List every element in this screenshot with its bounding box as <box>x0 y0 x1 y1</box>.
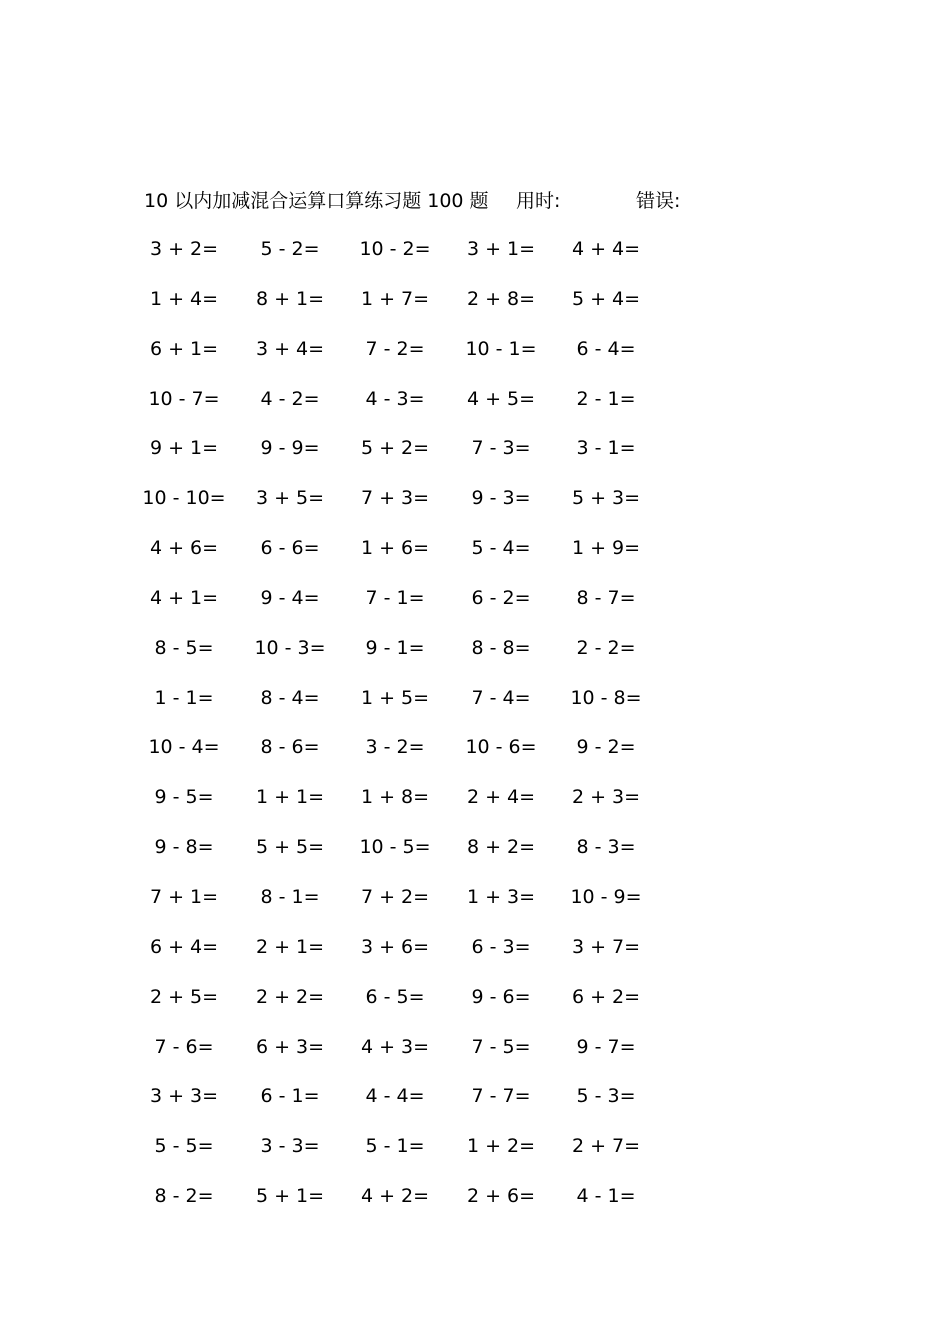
problem-row <box>0 880 950 930</box>
problem-item: 8 - 6= <box>260 736 320 759</box>
problem-item: 7 - 1= <box>365 586 425 609</box>
problem-item: 3 + 4= <box>255 337 325 360</box>
problem-item: 6 - 1= <box>260 1085 320 1108</box>
problem-item: 9 - 7= <box>576 1035 636 1058</box>
problem-item: 7 + 1= <box>149 885 219 908</box>
problem-item: 4 - 2= <box>260 387 320 410</box>
problem-grid <box>0 232 950 1229</box>
problem-item: 8 - 4= <box>260 686 320 709</box>
problem-item: 7 - 7= <box>471 1085 531 1108</box>
problem-item: 10 - 10= <box>142 487 226 510</box>
problem-row <box>0 431 950 481</box>
problem-row <box>0 382 950 432</box>
problem-row <box>0 780 950 830</box>
problem-row <box>0 282 950 332</box>
problem-item: 8 - 7= <box>576 586 636 609</box>
problem-item: 3 + 3= <box>149 1085 219 1108</box>
problem-item: 4 + 4= <box>571 238 641 260</box>
problem-item: 5 + 3= <box>571 487 641 510</box>
problem-item: 10 - 1= <box>465 337 537 360</box>
worksheet-header <box>0 186 950 216</box>
problem-item: 9 - 9= <box>260 437 320 460</box>
problem-item: 8 - 1= <box>260 885 320 908</box>
problem-item: 1 + 2= <box>466 1135 536 1158</box>
problem-item: 9 - 8= <box>154 836 214 859</box>
problem-row <box>0 830 950 880</box>
problem-item: 7 - 5= <box>471 1035 531 1058</box>
problem-item: 4 + 1= <box>149 586 219 609</box>
problem-row <box>0 232 950 282</box>
problem-item: 7 + 2= <box>360 885 430 908</box>
problem-item: 6 - 2= <box>471 586 531 609</box>
problem-row <box>0 581 950 631</box>
problem-item: 10 - 8= <box>570 686 642 709</box>
problem-row <box>0 332 950 382</box>
problem-item: 8 + 1= <box>255 287 325 310</box>
problem-item: 6 - 4= <box>576 337 636 360</box>
problem-item: 3 - 1= <box>576 437 636 460</box>
problem-item: 2 + 7= <box>571 1135 641 1158</box>
problem-item: 4 + 3= <box>360 1035 430 1058</box>
problem-item: 5 - 5= <box>154 1135 214 1158</box>
problem-row <box>0 930 950 980</box>
problem-item: 7 - 2= <box>365 337 425 360</box>
problem-item: 6 + 1= <box>149 337 219 360</box>
problem-row <box>0 1079 950 1129</box>
problem-item: 5 - 2= <box>260 238 320 260</box>
problem-item: 5 - 3= <box>576 1085 636 1108</box>
problem-item: 2 + 3= <box>571 786 641 809</box>
problem-item: 5 - 1= <box>365 1135 425 1158</box>
problem-row <box>0 681 950 731</box>
problem-item: 10 - 9= <box>570 885 642 908</box>
problem-item: 8 - 3= <box>576 836 636 859</box>
problem-item: 1 + 1= <box>255 786 325 809</box>
problem-item: 3 - 3= <box>260 1135 320 1158</box>
problem-item: 7 - 4= <box>471 686 531 709</box>
problem-item: 8 - 5= <box>154 636 214 659</box>
problem-row <box>0 1179 950 1229</box>
problem-item: 9 + 1= <box>149 437 219 460</box>
problem-item: 9 - 4= <box>260 586 320 609</box>
problem-item: 2 - 2= <box>576 636 636 659</box>
problem-item: 2 + 2= <box>255 985 325 1008</box>
problem-item: 2 + 6= <box>466 1185 536 1208</box>
problem-item: 5 + 4= <box>571 287 641 310</box>
problem-item: 8 + 2= <box>466 836 536 859</box>
problem-item: 2 + 1= <box>255 935 325 958</box>
problem-item: 6 - 5= <box>365 985 425 1008</box>
problem-item: 2 - 1= <box>576 387 636 410</box>
problem-item: 4 - 3= <box>365 387 425 410</box>
problem-item: 7 + 3= <box>360 487 430 510</box>
problem-item: 5 + 2= <box>360 437 430 460</box>
problem-item: 7 - 3= <box>471 437 531 460</box>
problem-row <box>0 481 950 531</box>
problem-row <box>0 1030 950 1080</box>
problem-item: 2 + 5= <box>149 985 219 1008</box>
problem-row <box>0 631 950 681</box>
problem-item: 9 - 6= <box>471 985 531 1008</box>
problem-item: 10 - 5= <box>359 836 431 859</box>
problem-item: 4 + 2= <box>360 1185 430 1208</box>
problem-item: 3 + 2= <box>149 238 219 260</box>
problem-item: 9 - 5= <box>154 786 214 809</box>
problem-item: 10 - 6= <box>465 736 537 759</box>
problem-item: 10 - 4= <box>148 736 220 759</box>
problem-item: 5 + 1= <box>255 1185 325 1208</box>
problem-item: 3 + 1= <box>466 238 536 260</box>
problem-item: 9 - 1= <box>365 636 425 659</box>
problem-item: 10 - 2= <box>359 238 431 260</box>
problem-item: 6 - 6= <box>260 537 320 560</box>
problem-item: 1 + 5= <box>360 686 430 709</box>
problem-item: 8 - 8= <box>471 636 531 659</box>
problem-item: 10 - 3= <box>254 636 326 659</box>
problem-row <box>0 980 950 1030</box>
problem-item: 4 - 1= <box>576 1185 636 1208</box>
problem-item: 1 + 3= <box>466 885 536 908</box>
problem-item: 6 + 2= <box>571 985 641 1008</box>
problem-item: 2 + 8= <box>466 287 536 310</box>
problem-item: 4 + 6= <box>149 537 219 560</box>
problem-item: 1 + 4= <box>149 287 219 310</box>
problem-item: 3 + 5= <box>255 487 325 510</box>
problem-row <box>0 730 950 780</box>
error-count-label: 错误: <box>636 190 681 212</box>
problem-item: 5 + 5= <box>255 836 325 859</box>
problem-item: 9 - 2= <box>576 736 636 759</box>
problem-item: 6 + 4= <box>149 935 219 958</box>
problem-row <box>0 531 950 581</box>
problem-item: 3 - 2= <box>365 736 425 759</box>
problem-item: 10 - 7= <box>148 387 220 410</box>
problem-item: 8 - 2= <box>154 1185 214 1208</box>
time-used-label: 用时: <box>516 190 561 212</box>
problem-item: 1 + 7= <box>360 287 430 310</box>
problem-item: 9 - 3= <box>471 487 531 510</box>
problem-item: 3 + 7= <box>571 935 641 958</box>
problem-item: 1 - 1= <box>154 686 214 709</box>
problem-item: 4 + 5= <box>466 387 536 410</box>
problem-item: 7 - 6= <box>154 1035 214 1058</box>
problem-item: 1 + 8= <box>360 786 430 809</box>
problem-item: 6 - 3= <box>471 935 531 958</box>
problem-item: 5 - 4= <box>471 537 531 560</box>
problem-item: 1 + 9= <box>571 537 641 560</box>
problem-item: 4 - 4= <box>365 1085 425 1108</box>
problem-item: 1 + 6= <box>360 537 430 560</box>
problem-row <box>0 1129 950 1179</box>
problem-item: 3 + 6= <box>360 935 430 958</box>
worksheet-title: 10 以内加减混合运算口算练习题 100 题 <box>144 190 489 212</box>
problem-item: 6 + 3= <box>255 1035 325 1058</box>
problem-item: 2 + 4= <box>466 786 536 809</box>
